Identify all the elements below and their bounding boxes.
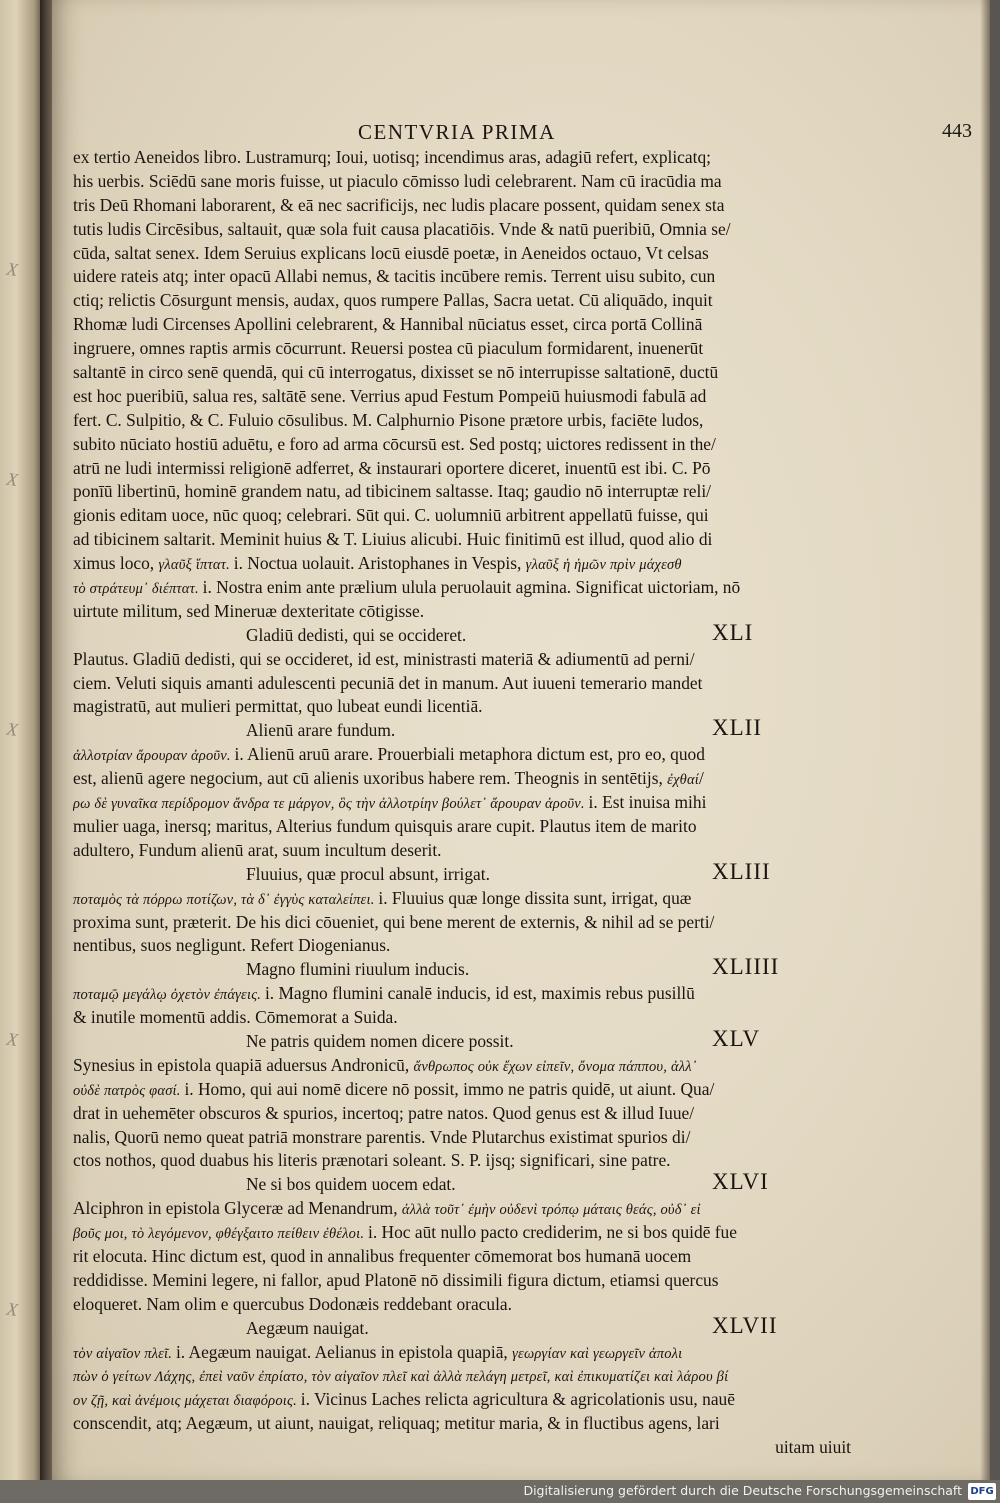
adage-title: Alienū arare fundum. <box>246 720 396 741</box>
text-line: mulier uaga, inersq; maritus, Alterius fundum quisquis arare cupit. Plautus item de marito <box>73 815 697 836</box>
text-line: magistratū, aut mulieri permittat, quo lubeat eundi licentiā. <box>73 696 483 717</box>
book-page <box>52 0 990 1480</box>
text-line: πὼν ὁ γείτων Λάχης, ἐπεὶ ναῦν ἐπρίατο, τὸν αἰγαῖον πλεῖ καὶ ἀλλὰ πελάγη μετρεῖ, καὶ ἐπικυματίζει καὶ λάρου βί <box>73 1369 729 1386</box>
text-line: ciem. Veluti siquis amanti adulescenti pecuniā det in manum. Aut iuueni temerario mandet <box>73 672 703 693</box>
text-line: gionis editam uoce, nūc quoq; celebrari. Sūt qui. C. uolumniū arbitrent appellatū fuisse, qui <box>73 505 709 526</box>
running-head <box>52 116 990 148</box>
text-line: tris Deū Rhomani laborarent, & eā nec sacrificijs, nec ludis placare possent, quidam senex sta <box>73 194 725 215</box>
text-line: drat in uehemēter obscuros & spurios, incertoq; patre natos. Quod genus est & illud Iuue/ <box>73 1102 695 1123</box>
text-line: τὸν αἰγαῖον πλεῖ. i. Aegæum nauigat. Aelianus in epistola quapiā, γεωργίαν καὶ γεωργεῖν ἀπολι <box>73 1341 683 1362</box>
text-line: ἀλλοτρίαν ἄρουραν ἀροῦν. i. Alienū aruū arare. Prouerbiali metaphora dictum est, pro eo, quod <box>73 744 705 765</box>
adage-number: XLII <box>712 715 762 741</box>
running-title: CENTVRIA PRIMA <box>358 120 556 144</box>
text-line: atrū ne ludi intermissi religionē adferret, & instaurari oportere diceret, inuentū est ibi. C. Pō <box>73 457 711 478</box>
text-line: Rhomæ ludi Circenses Apollini celebrarent, & Hannibal nūciatus esset, circa portā Collinā <box>73 314 703 335</box>
adage-title: Gladiū dedisti, qui se occideret. <box>246 624 467 645</box>
text-line: ρω δὲ γυναῖκα περίδρομον ἄνδρα τε μάργον, ὃς τὴν ἀλλοτρίην βούλετ᾿ ἄρουραν ἀροῦν. i. Est inuisa mihi <box>73 792 707 813</box>
text-line: uidere rateis atq; inter opacū Allabi nemus, & tacitis incūbere remis. Terrent uisu subito, cun <box>73 266 716 287</box>
text-line: βοῦς μοι, τὸ λεγόμενον, φθέγξαιτο πείθειν ἐθέλοι. i. Hoc aūt nullo pacto crediderim, ne si bos quidē fue <box>73 1222 737 1243</box>
adage-heading <box>73 1025 857 1054</box>
text-line: conscendit, atq; Aegæum, ut aiunt, nauigat, reliquaq; metitur maria, & in fluctibus agens, lari <box>73 1413 720 1434</box>
text-line: adultero, Fundum alienū arat, suum incultum deserit. <box>73 839 442 860</box>
text-line: nalis, Quorū nemo queat patriā monstrare parentis. Vnde Plutarchus existimat spurios di/ <box>73 1126 691 1147</box>
adage-title: Magno flumini riuulum inducis. <box>246 959 470 980</box>
text-line: ποταμὸς τὰ πόρρω ποτίζων, τὰ δ᾿ ἐγγὺς καταλείπει. i. Fluuius quæ longe dissita sunt, irrigat, quæ <box>73 887 692 908</box>
text-line: ximus loco, γλαῦξ ἵπτατ. i. Noctua uolauit. Aristophanes in Vespis, γλαῦξ ἡ ἡμῶν πρὶν μάχεσθ <box>73 553 682 574</box>
adage-title: Aegæum nauigat. <box>246 1317 369 1338</box>
text-line: tutis ludis Circēsibus, saltauit, quæ sola fuit causa placatiōis. Vnde & natū pueribiū, Omnia se/ <box>73 218 731 239</box>
text-line: uirtute militum, sed Mineruæ dexteritate cōtigisse. <box>73 600 425 621</box>
text-line: rit elocuta. Hinc dictum est, quod in annalibus frequenter cōmemorat bos humanā uocem <box>73 1245 692 1266</box>
adage-heading <box>73 1169 857 1197</box>
text-line: Plautus. Gladiū dedisti, qui se occideret, id est, ministrasti materiā & adiumentū ad perni/ <box>73 648 695 669</box>
adage-number: XLIIII <box>712 954 780 980</box>
text-line: his uerbis. Sciēdū sane moris fuisse, ut piaculo cōmisso ludi celebrarent. Nam cū iracūdia ma <box>73 170 722 191</box>
page-edge-shadow <box>980 0 990 1480</box>
text-line: Alciphron in epistola Glyceræ ad Menandrum, ἀλλὰ τοῦτ᾿ ἐμὴν οὐδενὶ τρόπῳ μάταις θεάς, οὐδ᾿ εἰ <box>73 1198 701 1219</box>
adage-heading <box>73 619 857 648</box>
text-line: proxima sunt, præterit. De his dici cōueniet, qui bene merent de externis, & nihil ad se perti/ <box>73 911 715 932</box>
text-line: cūda, saltat senex. Idem Seruius explicans locū eiusdē poetæ, in Aeneidos octauo, Vt celsas <box>73 242 709 263</box>
text-line: fert. C. Sulpitio, & C. Fuluio cōsulibus. M. Calphurnio Pisone prætore urbis, faciēte ludos, <box>73 409 704 430</box>
text-line: subito nūciato hostiū aduētu, e foro ad arma cōcursū est. Sed postq; uictores redissent in the/ <box>73 433 716 454</box>
catchword: uitam uiuit <box>775 1437 851 1458</box>
adage-heading <box>73 1312 857 1341</box>
text-line: eloqueret. Nam olim e quercubus Dodonæis reddebant oracula. <box>73 1293 512 1314</box>
adage-title: Fluuius, quæ procul absunt, irrigat. <box>246 863 490 884</box>
text-line: nentibus, suos negligunt. Refert Diogenianus. <box>73 935 391 956</box>
adage-heading <box>73 715 857 743</box>
adage-number: XLVI <box>712 1169 769 1195</box>
text-line: est hoc pueribiū, salua res, saltātē sene. Verrius apud Festum Pompeiū huiusmodi fabulā ad <box>73 385 707 406</box>
text-line: ex tertio Aeneidos libro. Lustramurq; Ioui, uotisq; incendimus aras, adagiū refert, explicatq; <box>73 147 711 167</box>
text-line: & inutile momentū addis. Cōmemorat a Suida. <box>73 1007 398 1028</box>
text-line: ον ζῇ, καὶ ἀνέμοις μάχεται διαφόροις. i. Vicinus Laches relicta agricultura & agricolationis usu, nauē <box>73 1389 735 1410</box>
text-line: ποταμῷ μεγάλῳ ὀχετὸν ἐπάγεις. i. Magno flumini canalē inducis, id est, maximis rebus pusillū <box>73 983 695 1004</box>
adage-title: Ne patris quidem nomen dicere possit. <box>246 1030 514 1051</box>
text-block <box>73 146 857 1460</box>
adage-title: Ne si bos quidem uocem edat. <box>246 1174 456 1195</box>
dfg-logo: DFG <box>968 1483 996 1500</box>
adage-heading <box>73 954 857 982</box>
adage-number: XLIII <box>712 858 771 884</box>
text-line: ctiq; relictis Cōsurgunt mensis, audax, quos rumpere Pallas, Sacra uetat. Cū aliquādo, inquit <box>73 290 713 311</box>
text-line: ingruere, omnes raptis armis cōcurrunt. Reuersi postea cū piaculum formidarent, inuenerūt <box>73 338 704 359</box>
adage-number: XLV <box>712 1025 761 1051</box>
text-line: ctos nothos, quod duabus his literis prænotari soleant. S. P. ijsq; significari, sine patre. <box>73 1150 671 1171</box>
text-line: οὐδὲ πατρὸς φασί. i. Homo, qui aui nomē dicere nō possit, immo ne patris quidē, ut aiunt. Qua/ <box>73 1078 715 1099</box>
text-line: Synesius in epistola quapiā aduersus Andronicū, ἄνθρωπος οὐκ ἔχων εἰπεῖν, ὄνομα πάππου, ἀλλ᾿ <box>73 1054 697 1075</box>
adage-number: XLVII <box>712 1312 778 1338</box>
text-line: ad tibicinem saltarit. Meminit huius & T. Liuius alicubi. Huic finitimū est illud, quod alio di <box>73 529 713 550</box>
text-line: τὸ στράτευμ᾿ διέπτατ. i. Nostra enim ante prælium ulula peruolauit agmina. Significat uictoriam, nō <box>73 577 741 598</box>
adage-heading <box>73 858 857 887</box>
text-line: est, alienū agere negocium, aut cū alienis uxoribus habere rem. Theognis in sentētijs, ἐχθαί/ <box>73 768 704 789</box>
text-line: ponīū libertinū, hominē grandem natu, ad tibicinem saltasse. Itaq; gaudio nō interruptæ reli/ <box>73 481 711 502</box>
adjacent-page-edge: X X X X X <box>0 0 46 1480</box>
funding-credit: Digitalisierung gefördert durch die Deutsche Forschungsgemeinschaft <box>523 1483 962 1498</box>
adage-number: XLI <box>712 619 754 645</box>
page-number: 443 <box>942 120 972 142</box>
text-line: reddidisse. Memini legere, ni fallor, apud Platonē nō dissimili figura dictum, etiamsi quercus <box>73 1269 719 1290</box>
footer-bar <box>0 1480 1000 1503</box>
text-line: saltantē in circo senē quendā, qui cū interrogatus, dixisset se nō interrupisse saltationē, ductū <box>73 362 719 383</box>
